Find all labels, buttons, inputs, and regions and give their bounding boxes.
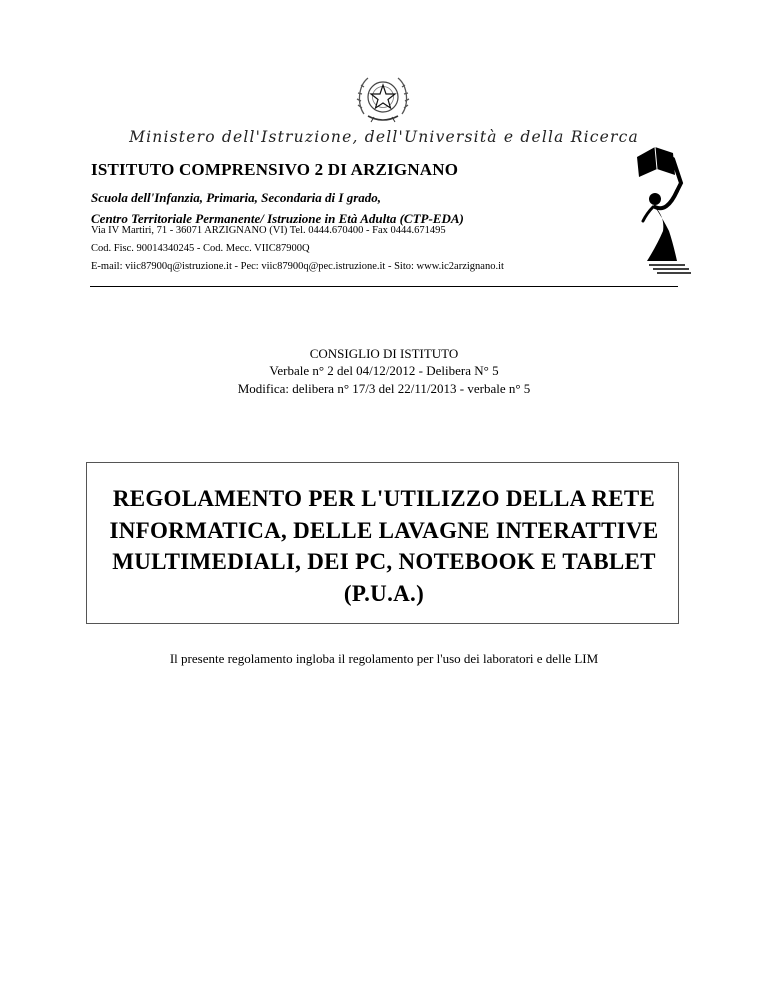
header-divider bbox=[90, 286, 678, 287]
school-subtitle-1: Scuola dell'Infanzia, Primaria, Secondaria di I grado, bbox=[91, 190, 382, 205]
document-title-line-3: MULTIMEDIALI, DEI PC, NOTEBOOK E TABLET bbox=[112, 549, 656, 574]
council-modifica: Modifica: delibera n° 17/3 del 22/11/2013 - verbale n° 5 bbox=[237, 381, 531, 396]
italian-republic-emblem-icon bbox=[354, 70, 412, 128]
school-logo-icon bbox=[633, 143, 695, 275]
document-title-line-1: REGOLAMENTO PER L'UTILIZZO DELLA RETE bbox=[112, 486, 656, 511]
ministry-name: Ministero dell'Istruzione, dell'Università e della Ricerca bbox=[129, 128, 639, 146]
document-title-line-4: (P.U.A.) bbox=[343, 581, 425, 606]
school-name: ISTITUTO COMPRENSIVO 2 DI ARZIGNANO bbox=[91, 160, 459, 179]
school-address: Via IV Martiri, 71 - 36071 ARZIGNANO (VI) Tel. 0444.670400 - Fax 0444.671495 bbox=[91, 225, 446, 236]
document-title-line-2: INFORMATICA, DELLE LAVAGNE INTERATTIVE bbox=[109, 518, 659, 543]
council-title: CONSIGLIO DI ISTITUTO bbox=[309, 346, 459, 361]
school-contacts: E-mail: viic87900q@istruzione.it - Pec: viic87900q@pec.istruzione.it - Sito: www.ic2arzignano.it bbox=[91, 261, 504, 272]
school-codes: Cod. Fisc. 90014340245 - Cod. Mecc. VIIC87900Q bbox=[91, 243, 310, 254]
regulation-note: Il presente regolamento ingloba il regolamento per l'uso dei laboratori e delle LIM bbox=[169, 651, 599, 666]
council-verbale: Verbale n° 2 del 04/12/2012 - Delibera N° 5 bbox=[269, 363, 499, 378]
school-subtitle-2: Centro Territoriale Permanente/ Istruzione in Età Adulta (CTP-EDA) bbox=[91, 211, 464, 226]
